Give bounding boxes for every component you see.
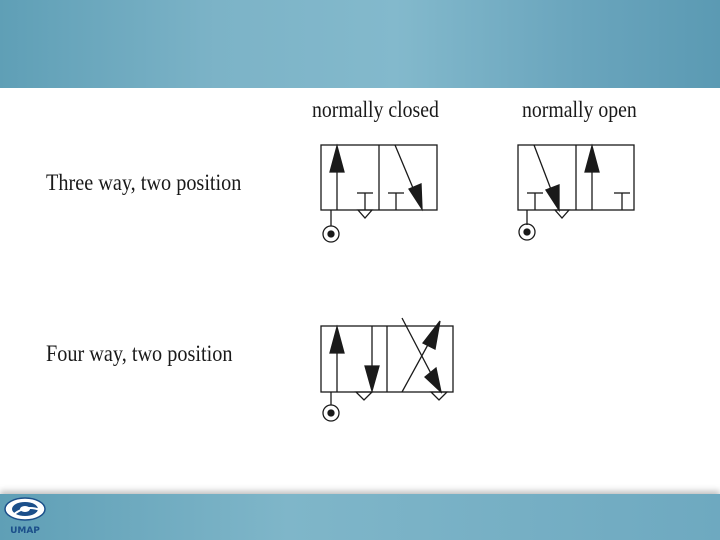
valve-three-way-normally-closed xyxy=(321,145,437,242)
blocked-port-tee xyxy=(614,193,630,210)
exhaust-triangle xyxy=(356,392,372,400)
pressure-source-dot xyxy=(328,231,334,237)
heading-normally-open: normally open xyxy=(522,97,637,122)
blocked-port-tee xyxy=(388,193,404,210)
pressure-source-dot xyxy=(328,410,334,416)
exhaust-triangle xyxy=(555,210,569,218)
exhaust-triangle xyxy=(431,392,447,400)
down-arrow xyxy=(365,326,379,391)
diagonal-arrow xyxy=(395,145,422,209)
blocked-port-tee xyxy=(357,193,373,210)
up-arrow xyxy=(585,146,599,210)
label-three-way-two-position: Three way, two position xyxy=(46,170,242,195)
heading-normally-closed: normally closed xyxy=(312,97,439,122)
label-four-way-two-position: Four way, two position xyxy=(46,341,233,366)
blocked-port-tee xyxy=(527,193,543,210)
valve-three-way-normally-open xyxy=(518,145,634,240)
pressure-source-dot xyxy=(524,229,530,235)
exhaust-triangle xyxy=(358,210,372,218)
diagonal-arrow xyxy=(534,145,559,210)
valve-four-way-two-position xyxy=(321,318,453,421)
logo-text: UMAP xyxy=(10,526,40,536)
up-arrow xyxy=(330,327,344,392)
bottom-banner xyxy=(0,494,720,540)
up-arrow xyxy=(330,146,344,210)
